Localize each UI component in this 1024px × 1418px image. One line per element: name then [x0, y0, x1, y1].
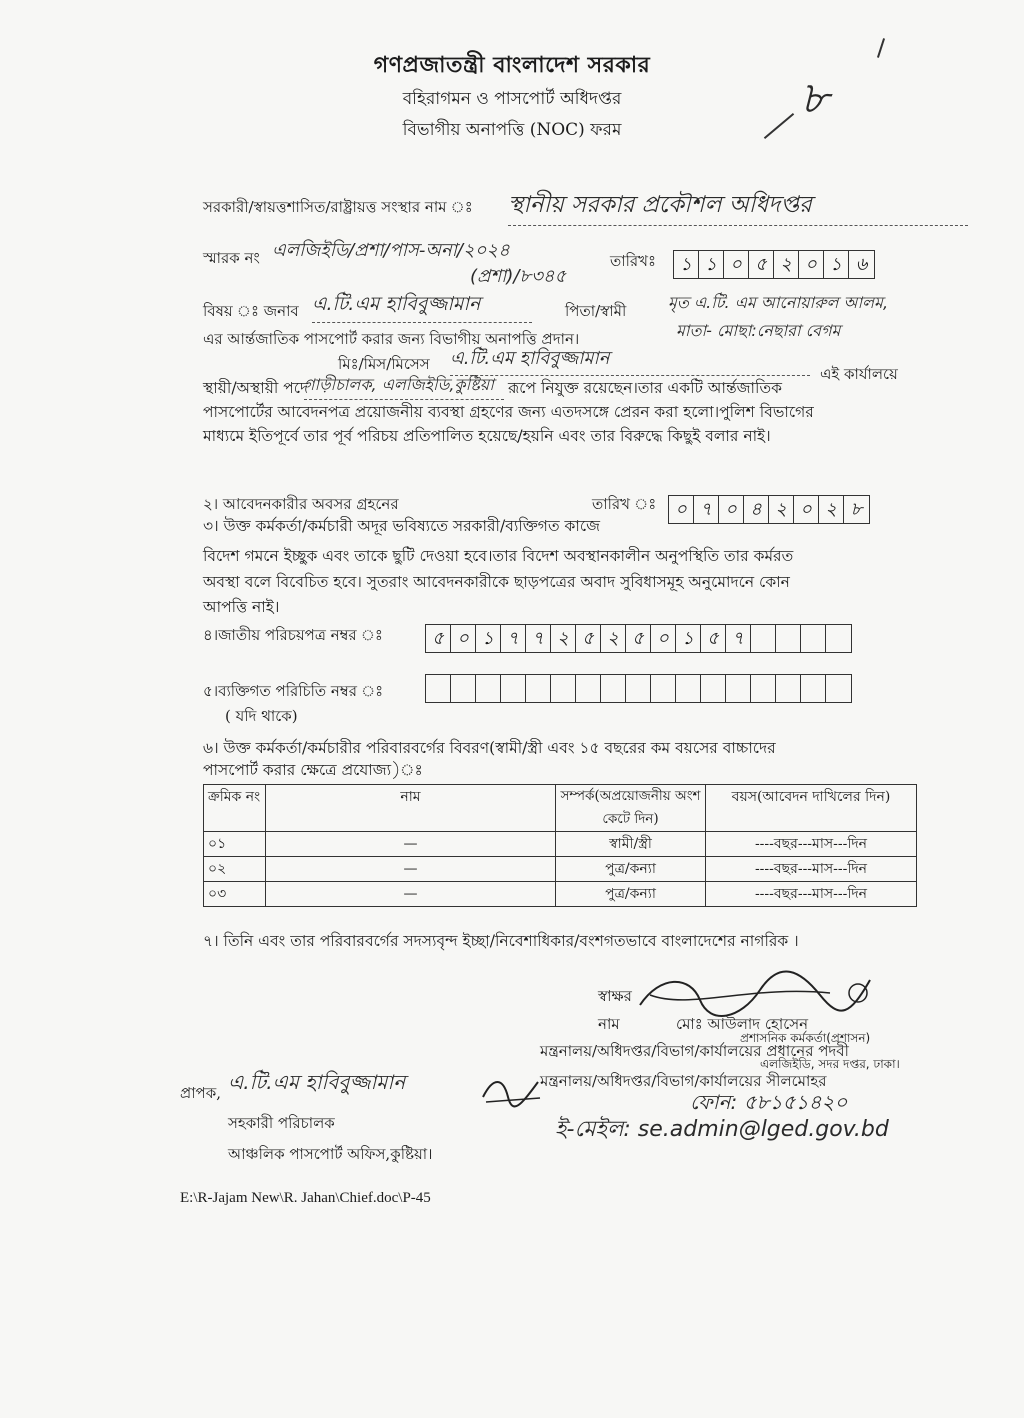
recipient-hand-name: এ.টি.এম হাবিবুজ্জামান [228, 1070, 406, 1094]
nid-digit: ৭ [526, 625, 551, 652]
personal-id-digit [526, 675, 551, 702]
nid-digit: ১ [676, 625, 701, 652]
nid-digit: ২ [601, 625, 626, 652]
memo-value: এলজিইডি/প্রশা/পাস-অনা/২০২৪ [272, 240, 510, 261]
retirement-label: ২। আবেদনকারীর অবসর গ্রহনের [203, 495, 399, 513]
row-name: — [266, 832, 556, 857]
post-label: স্থায়ী/অস্থায়ী পদে [203, 379, 309, 397]
row-age: ----বছর---মাস---দিন [706, 857, 917, 882]
retirement-date-digit: ৭ [694, 496, 719, 523]
header-form-title: বিভাগীয় অনাপত্তি (NOC) ফরম [402, 120, 622, 140]
row-relation: পুত্র/কন্যা [556, 857, 706, 882]
email-text: ই-মেইল: se.admin@lged.gov.bd [555, 1117, 889, 1142]
retirement-date-boxes [668, 495, 870, 524]
org-label: সরকারী/স্বায়ত্তশাসিত/রাষ্ট্রায়ত্ত সংস্থার নাম ঃ [203, 198, 473, 216]
father-value: মৃত এ.টি. এম আনোয়ারুল আলম, [668, 293, 889, 312]
retirement-date-digit: ০ [669, 496, 694, 523]
memo-date-boxes [673, 250, 875, 279]
retirement-date-digit: ০ [719, 496, 744, 523]
father-label: পিতা/স্বামী [565, 302, 627, 320]
row-age: ----বছর---মাস---দিন [706, 882, 917, 907]
recipient-title: সহকারী পরিচালক [228, 1114, 335, 1132]
recipient-initial-scribble [478, 1072, 548, 1108]
office-tail-text: এই কার্যালয়ে [820, 365, 898, 383]
nid-boxes [425, 624, 852, 653]
personal-id-digit [576, 675, 601, 702]
item3-line2: বিদেশ গমনে ইচ্ছুক এবং তাকে ছুটি দেওয়া হবে।তার বিদেশ অবস্থানকালীন অনুপস্থিতি তার কর্মরত [203, 547, 794, 565]
nid-digit: ১ [476, 625, 501, 652]
retirement-date-digit: ০ [794, 496, 819, 523]
item3-line3: অবস্থা বলে বিবেচিত হবে। সুতরাং আবেদনকারীকে ছাড়পত্রের অবাদ সুবিধাসমূহ অনুমোদনে কোন [203, 573, 790, 591]
nid-digit: ০ [451, 625, 476, 652]
memo-date-digit: ০ [799, 251, 824, 278]
nid-digit: ৭ [501, 625, 526, 652]
row-name: — [266, 857, 556, 882]
retirement-date-digit: ২ [769, 496, 794, 523]
table-row [204, 832, 917, 857]
footer-file-path: E:\R-Jajam New\R. Jahan\Chief.doc\P-45 [180, 1190, 431, 1206]
org-name-value: স্থানীয় সরকার প্রকৌশল অধিদপ্তর [508, 186, 968, 226]
memo-date-digit: ১ [674, 251, 699, 278]
memo-value-line2: (প্রশা)/৮৩৪৫ [470, 266, 567, 287]
name-label: নাম [598, 1015, 620, 1033]
retirement-date-label: তারিখ ঃ [592, 495, 657, 513]
personal-id-boxes [425, 674, 852, 703]
nid-digit [801, 625, 826, 652]
subject-label: বিষয় ঃ জনাব [203, 302, 299, 320]
personal-id-digit [501, 675, 526, 702]
personal-id-digit [751, 675, 776, 702]
personal-id-digit [476, 675, 501, 702]
table-row [204, 857, 917, 882]
personal-id-digit [551, 675, 576, 702]
item3-line1: ৩। উক্ত কর্মকর্তা/কর্মচারী অদূর ভবিষ্যতে সরকারী/ব্যক্তিগত কাজে [203, 517, 600, 535]
seal-line: মন্ত্রনালয়/অধিদপ্তর/বিভাগ/কার্যালয়ের সীলমোহর [540, 1072, 827, 1090]
phone-text: ফোন: ৫৮১৫১৪২০ [690, 1090, 848, 1114]
personal-id-digit [776, 675, 801, 702]
signer-name: মোঃ আউলাদ হোসেন [676, 1015, 809, 1033]
nid-digit: ৫ [626, 625, 651, 652]
personal-id-digit [601, 675, 626, 702]
subject-line2: এর আর্ন্তজাতিক পাসপোর্ট করার জন্য বিভাগীয় অনাপত্তি প্রদান। [203, 330, 580, 348]
family-line2: পাসপোর্ট করার ক্ষেত্রে প্রযোজ্য)ঃ [203, 761, 423, 779]
memo-label: স্মারক নং [203, 249, 260, 267]
mother-value: মাতা- মোছা:নেছারা বেগম [676, 321, 841, 340]
personal-id-digit [801, 675, 826, 702]
retirement-date-digit: ৪ [744, 496, 769, 523]
intro-line2-tail: রূপে নিযুক্ত রয়েছেন।তার একটি আর্ন্তজাতিক [508, 379, 782, 397]
row-relation: পুত্র/কন্যা [556, 882, 706, 907]
header-name: নাম [266, 785, 556, 832]
memo-date-digit: ২ [774, 251, 799, 278]
nid-digit: ২ [551, 625, 576, 652]
header-department: বহিরাগমন ও পাসপোর্ট অধিদপ্তর [402, 89, 622, 109]
stamp-office: এলজিইডি, সদর দপ্তর, ঢাকা। [760, 1057, 900, 1071]
nid-digit: ৫ [701, 625, 726, 652]
nid-digit [776, 625, 801, 652]
header-relation: সম্পর্ক(অপ্রয়োজনীয় অংশ কেটে দিন) [556, 785, 706, 832]
family-table [203, 784, 917, 907]
header-serial: ক্রমিক নং [204, 785, 266, 832]
intro-line4: মাধ্যমে ইতিপূর্বে তার পূর্ব পরিচয় প্রতিপালিত হয়েছে/হয়নি এবং তার বিরুদ্ধে কিছুই বলার নাই। [203, 427, 771, 445]
sign-label: স্বাক্ষর [598, 987, 632, 1005]
memo-date-digit: ৫ [749, 251, 774, 278]
personal-id-digit [426, 675, 451, 702]
recipient-office: আঞ্চলিক পাসপোর্ট অফিস,কুষ্টিয়া। [228, 1145, 433, 1163]
retirement-date-digit: ২ [819, 496, 844, 523]
memo-date-digit: ৬ [855, 254, 868, 275]
nid-digit: ৫ [426, 625, 451, 652]
memo-date-label: তারিখঃ [610, 252, 656, 270]
recipient-label: প্রাপক, [180, 1084, 221, 1102]
stamp-title: প্রশাসনিক কর্মকর্তা(প্রশাসন) [740, 1031, 871, 1045]
personal-id-note: ( যদি থাকে) [225, 707, 298, 725]
nid-digit [751, 625, 776, 652]
intro-name-value: এ.টি.এম হাবিবুজ্জামান [450, 344, 810, 376]
salutation-label: মিঃ/মিস/মিসেস [338, 355, 430, 373]
intro-line3: পাসপোর্টের আবেদনপত্র প্রয়োজনীয় ব্যবস্থা গ্রহণের জন্য এতদসঙ্গে প্রেরন করা হলো।পুলিশ বিভাগের [203, 403, 814, 421]
retirement-date-digit: ৮ [850, 499, 863, 520]
memo-date-digit: ১ [824, 251, 849, 278]
nid-digit: ৫ [576, 625, 601, 652]
personal-id-digit [651, 675, 676, 702]
personal-id-label: ৫।ব্যক্তিগত পরিচিতি নম্বর ঃ [203, 682, 384, 700]
memo-date-digit: ০ [724, 251, 749, 278]
personal-id-digit [826, 675, 851, 702]
nid-digit: ০ [651, 625, 676, 652]
personal-id-digit [676, 675, 701, 702]
table-row [204, 882, 917, 907]
header-age: বয়স(আবেদন দাখিলের দিন) [706, 785, 917, 832]
post-value: গাড়ীচালক, এলজিইডি,কুষ্টিয়া [304, 372, 504, 400]
row-serial: ০১ [204, 832, 266, 857]
personal-id-digit [701, 675, 726, 702]
family-table-header [204, 785, 917, 832]
corner-handwritten-mark: ৮ [800, 73, 829, 124]
personal-id-digit [626, 675, 651, 702]
family-line1: ৬। উক্ত কর্মকর্তা/কর্মচারীর পরিবারবর্গের বিবরণ(স্বামী/স্ত্রী এবং ১৫ বছরের কম বয়সের বাচ্চাদের [203, 739, 776, 757]
designation-line: মন্ত্রনালয়/অধিদপ্তর/বিভাগ/কার্যালয়ের প্রধানের পদবী [540, 1042, 849, 1060]
row-age: ----বছর---মাস---দিন [706, 832, 917, 857]
personal-id-digit [451, 675, 476, 702]
item7-text: ৭। তিনি এবং তার পরিবারবর্গের সদস্যবৃন্দ ইচ্ছা/নিবেশাধিকার/বংশগতভাবে বাংলাদেশের নাগরিক । [203, 932, 799, 950]
memo-date-digit: ১ [699, 251, 724, 278]
row-name: — [266, 882, 556, 907]
row-serial: ০৩ [204, 882, 266, 907]
header-title: গণপ্রজাতন্ত্রী বাংলাদেশ সরকার [373, 52, 651, 78]
row-relation: স্বামী/স্ত্রী [556, 832, 706, 857]
nid-label: ৪।জাতীয় পরিচয়পত্র নম্বর ঃ [203, 626, 383, 644]
row-serial: ০২ [204, 857, 266, 882]
nid-digit: ৭ [726, 625, 751, 652]
subject-name-value: এ.টি.এম হাবিবুজ্জামান [312, 290, 532, 323]
nid-digit [826, 625, 851, 652]
personal-id-digit [726, 675, 751, 702]
item3-line4: আপত্তি নাই। [203, 598, 280, 616]
